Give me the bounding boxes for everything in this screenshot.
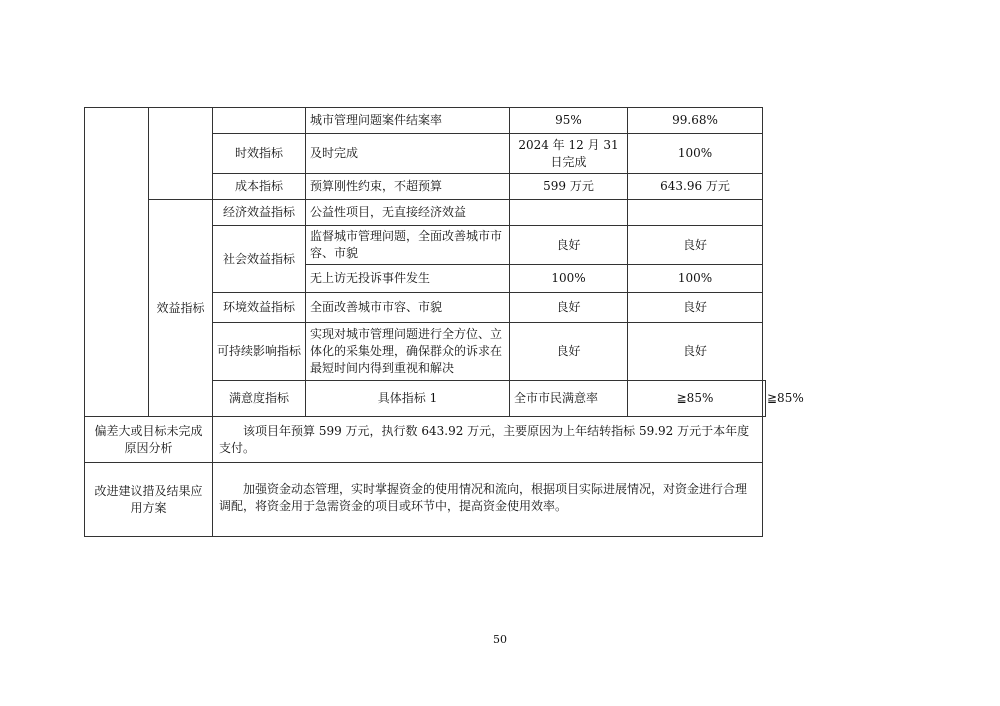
tertiary-indicator-cell: 成本指标	[213, 174, 306, 200]
actual-value: 良好	[628, 226, 763, 265]
secondary-indicator-cell: 效益指标	[149, 200, 213, 417]
target-value	[510, 200, 628, 226]
tertiary-indicator-cell	[213, 108, 306, 134]
page-number: 50	[493, 633, 507, 646]
target-value: 599 万元	[510, 174, 628, 200]
table-row	[85, 108, 766, 134]
indicator-content: 公益性项目，无直接经济效益	[306, 200, 510, 226]
target-value: 良好	[510, 226, 628, 265]
improvement-plan-text: 加强资金动态管理，实时掌握资金的使用情况和流向，根据项目实际进展情况，对资金进行合理调配，将资金用于急需资金的项目或环节中，提高资金使用效率。	[213, 463, 763, 537]
tertiary-indicator-cell: 可持续影响指标	[213, 323, 306, 381]
target-value: 良好	[510, 293, 628, 323]
indicator-content: 监督城市管理问题，全面改善城市市容、市貌	[306, 226, 510, 265]
indicator-content: 全面改善城市市容、市貌	[306, 293, 510, 323]
actual-value: 100%	[628, 265, 763, 293]
actual-value: ≧85%	[763, 381, 766, 417]
tertiary-indicator-cell: 环境效益指标	[213, 293, 306, 323]
target-value: ≧85%	[628, 381, 763, 417]
actual-value: 99.68%	[628, 108, 763, 134]
table-row	[85, 463, 766, 537]
actual-value: 100%	[628, 134, 763, 174]
target-value: 95%	[510, 108, 628, 134]
target-value: 2024 年 12 月 31 日完成	[510, 134, 628, 174]
tertiary-indicator-cell: 时效指标	[213, 134, 306, 174]
table-row	[85, 200, 766, 226]
improvement-plan-label: 改进建议措及结果应用方案	[85, 463, 213, 537]
actual-value: 良好	[628, 293, 763, 323]
actual-value	[628, 200, 763, 226]
deviation-analysis-label: 偏差大或目标未完成原因分析	[85, 417, 213, 463]
actual-value: 643.96 万元	[628, 174, 763, 200]
indicator-content: 及时完成	[306, 134, 510, 174]
secondary-indicator-cell: 满意度指标	[213, 381, 306, 417]
tertiary-indicator-cell: 具体指标 1	[306, 381, 510, 417]
primary-indicator-cell	[85, 108, 149, 417]
target-value: 良好	[510, 323, 628, 381]
tertiary-indicator-cell: 社会效益指标	[213, 226, 306, 293]
indicator-content: 无上访无投诉事件发生	[306, 265, 510, 293]
performance-indicator-table	[84, 107, 804, 537]
indicator-content: 城市管理问题案件结案率	[306, 108, 510, 134]
tertiary-indicator-cell: 经济效益指标	[213, 200, 306, 226]
indicator-content: 预算刚性约束，不超预算	[306, 174, 510, 200]
table-row	[85, 417, 766, 463]
indicator-content: 全市市民满意率	[510, 381, 628, 417]
indicator-content: 实现对城市管理问题进行全方位、立体化的采集处理，确保群众的诉求在最短时间内得到重视和解决	[306, 323, 510, 381]
target-value: 100%	[510, 265, 628, 293]
secondary-indicator-cell	[149, 108, 213, 200]
actual-value: 良好	[628, 323, 763, 381]
deviation-analysis-text: 该项目年预算 599 万元，执行数 643.92 万元，主要原因为上年结转指标 59.92 万元于本年度支付。	[213, 417, 763, 463]
